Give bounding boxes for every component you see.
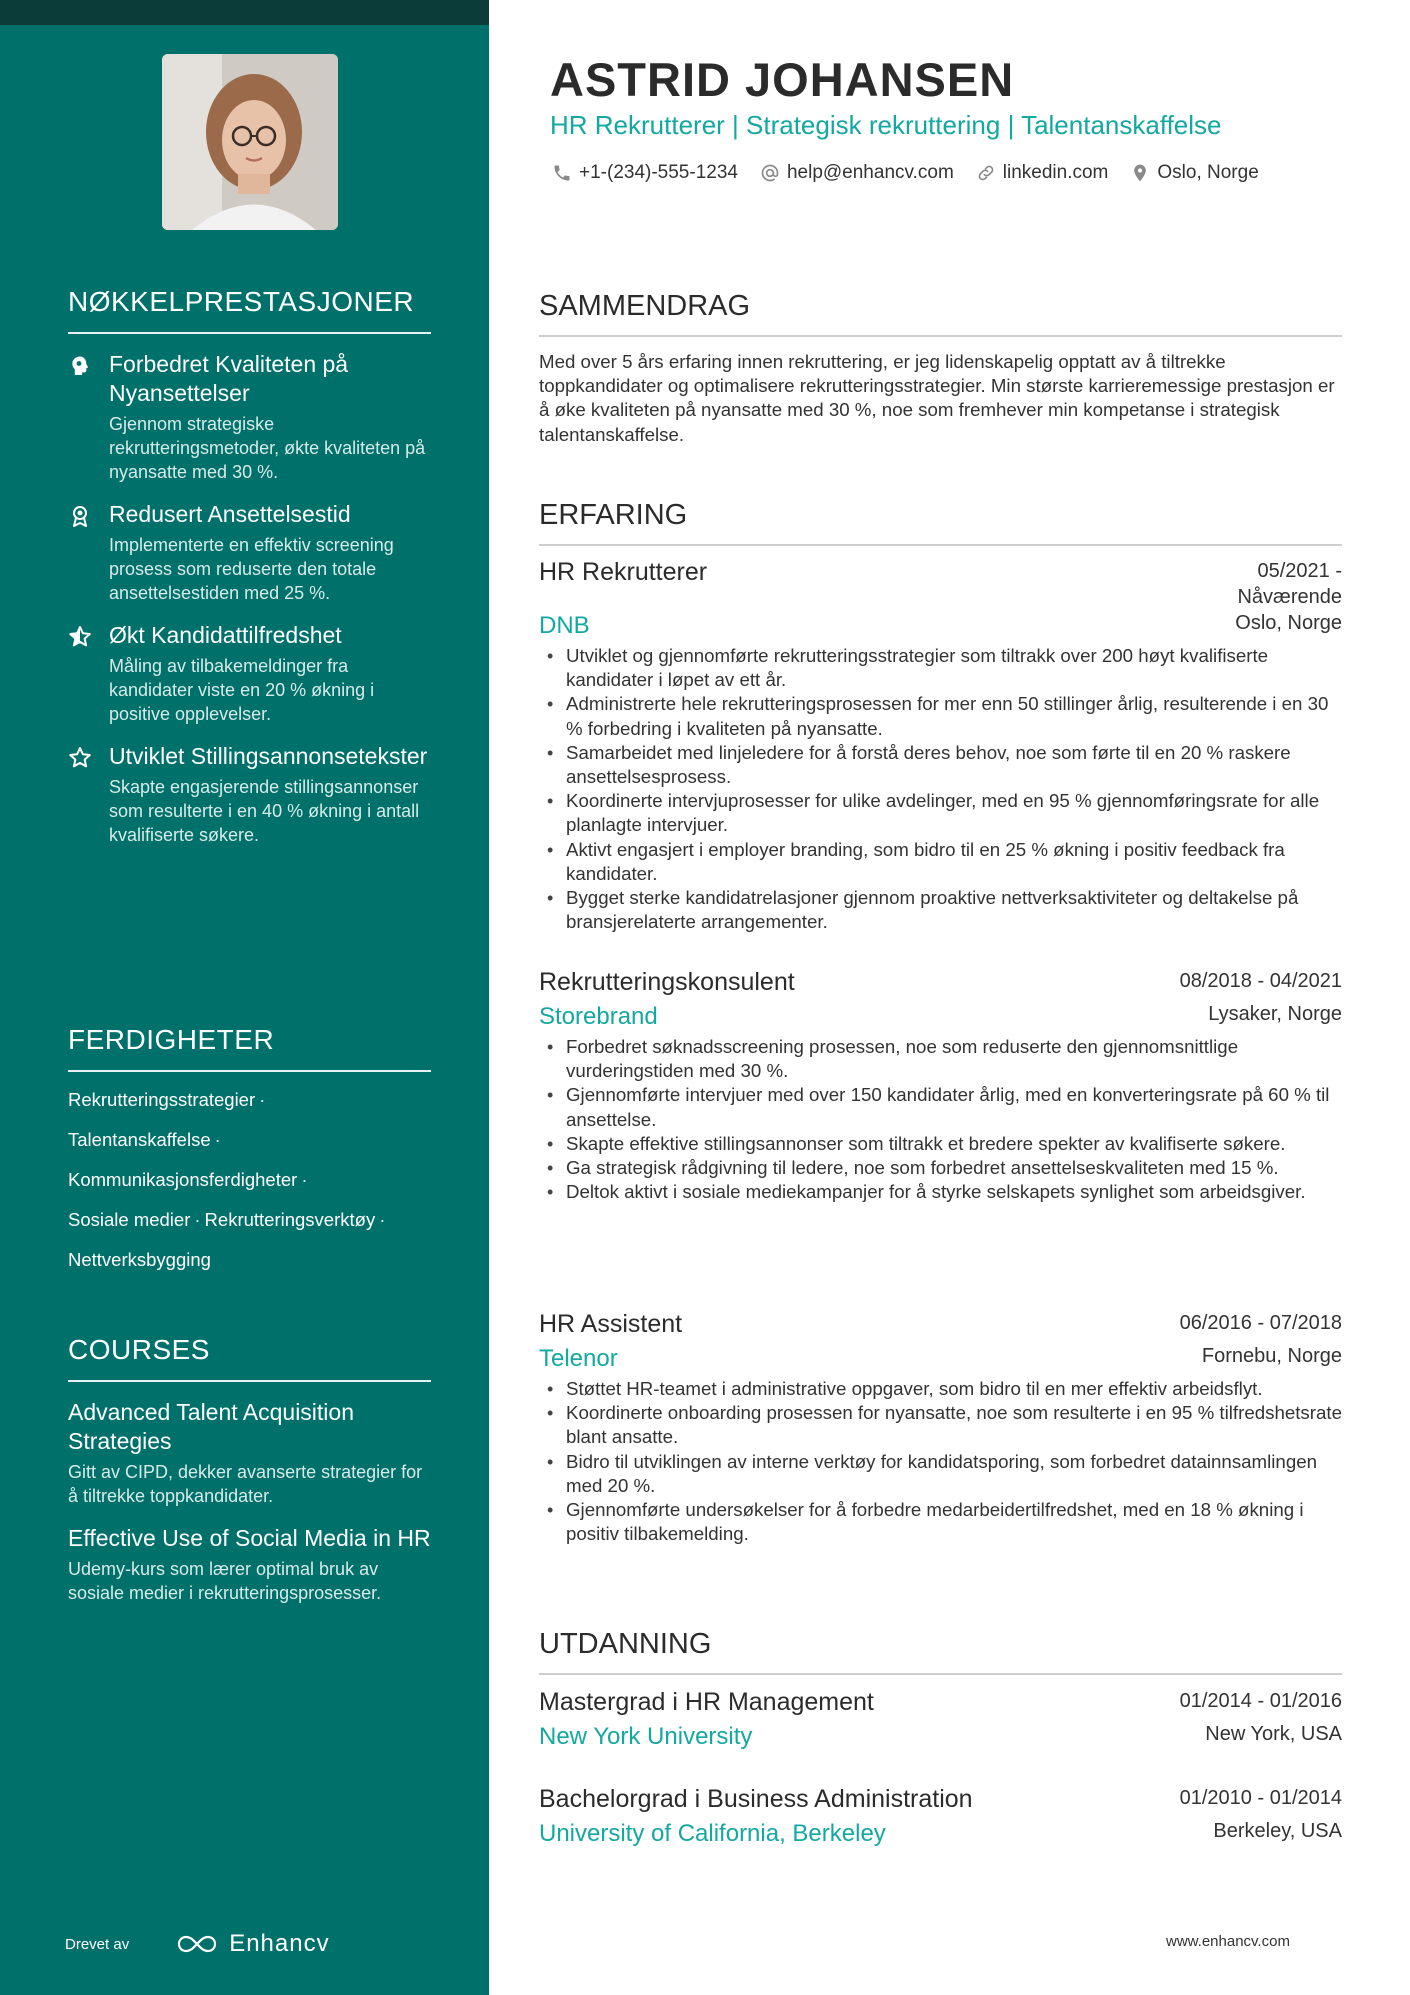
job-bullet: • Utviklet og gjennomførte rekrutteringsstrategier som tiltrakk over 200 høyt kvalifiserte kandidater i løpet av ett år.: [539, 644, 1342, 692]
job-company: DNB: [539, 612, 590, 639]
summary-text: Med over 5 års erfaring innen rekruttering, er jeg lidenskapelig opptatt av å tiltrekke toppkandidater og optimalisere rekrutteringsstrategier. Min største karrieremessige prestasjon er å øke kvaliteten på nyansatte med 30 %, noe som fremhever min kompetanse i strategisk talentanskaffelse.: [539, 351, 1335, 445]
achievement-item: [68, 350, 431, 484]
achievement-title: Redusert Ansettelsestid: [109, 501, 351, 527]
education-entry: [539, 1688, 1342, 1751]
email-text: help@enhancv.com: [786, 162, 954, 183]
education-school: University of California, Berkeley: [539, 1820, 886, 1847]
job-bullet: • Deltok aktivt i sosiale mediekampanjer for å styrke selskapets synlighet som arbeidsgiver.: [539, 1180, 1342, 1204]
experience-heading: ERFARING: [539, 499, 1342, 546]
job-bullet: • Samarbeidet med linjeledere for å forstå deres behov, noe som førte til en 20 % raskere ansettelsesprosess.: [539, 741, 1342, 789]
job-bullet: • Gjennomførte intervjuer med over 150 kandidater årlig, med en konverteringsrate på 60 % til ansettelse.: [539, 1083, 1342, 1131]
link-icon: [976, 163, 996, 183]
phone-icon: [552, 163, 572, 183]
job-bullet: • Administrerte hele rekrutteringsprosessen for mer enn 50 stillinger årlig, resulterende i en 30 % forbedring i kvaliteten på nyansatte.: [539, 692, 1342, 740]
contact-email[interactable]: [760, 162, 954, 184]
website-link[interactable]: www.enhancv.com: [1166, 1933, 1290, 1950]
education-school: New York University: [539, 1723, 753, 1750]
job-location: Oslo, Norge: [1235, 612, 1342, 634]
medal-icon: [68, 504, 92, 528]
at-icon: [760, 163, 780, 183]
achievement-desc: Skapte engasjerende stillingsannonser som resulterte i en 40 % økning i antall kvalifiserte søkere.: [109, 777, 420, 845]
achievement-title: Forbedret Kvaliteten på Nyansettelser: [109, 351, 349, 406]
achievement-item: [68, 742, 431, 847]
education-location: Berkeley, USA: [1213, 1820, 1342, 1842]
sidebar-top-bar: [0, 0, 489, 25]
contact-location: [1130, 162, 1258, 184]
job-entry: [539, 968, 1342, 1204]
education-entry: [539, 1785, 1342, 1848]
education-dates: 01/2010 - 01/2014: [1179, 1787, 1342, 1809]
achievement-desc: Måling av tilbakemeldinger fra kandidater viste en 20 % økning i positive opplevelser.: [109, 656, 375, 724]
skill-item: Rekrutteringsverktøy: [204, 1209, 376, 1230]
job-bullets: [539, 1035, 1342, 1204]
skill-item: Rekrutteringsstrategier: [68, 1089, 256, 1110]
achievement-desc: Gjennom strategiske rekrutteringsmetoder, økte kvaliteten på nyansatte med 30 %.: [109, 414, 426, 482]
achievement-desc: Implementerte en effektiv screening prosess som reduserte den totale ansettelsestiden med 25 %.: [109, 535, 394, 603]
job-entry: [539, 558, 1342, 934]
star-outline-icon: [68, 746, 92, 770]
courses-heading: COURSES: [68, 1334, 431, 1382]
phone-text: +1-(234)-555-1234: [579, 162, 738, 183]
job-bullet: • Forbedret søknadsscreening prosessen, noe som reduserte den gjennomsnittlige vurderingstiden med 30 %.: [539, 1035, 1342, 1083]
education-degree: Bachelorgrad i Business Administration: [539, 1785, 973, 1813]
candidate-name: ASTRID JOHANSEN: [550, 53, 1015, 106]
course-item: [68, 1398, 431, 1508]
education-dates: 01/2014 - 01/2016: [1179, 1690, 1342, 1712]
skill-item: Talentanskaffelse: [68, 1129, 211, 1150]
head-icon: [68, 354, 92, 378]
contact-bar: [552, 162, 1281, 184]
courses-section: [68, 1334, 431, 1605]
location-pin-icon: [1130, 163, 1150, 183]
skill-item: Nettverksbygging: [68, 1249, 211, 1270]
course-desc: Gitt av CIPD, dekker avanserte strategier for å tiltrekke toppkandidater.: [68, 1462, 423, 1506]
achievements-heading: NØKKELPRESTASJONER: [68, 286, 431, 334]
job-bullet: • Bygget sterke kandidatrelasjoner gjennom proaktive nettverksaktiviteter og deltakelse på bransjerelaterte arrangementer.: [539, 886, 1342, 934]
enhancv-logo[interactable]: [175, 1930, 329, 1958]
job-dates: 06/2016 - 07/2018: [1179, 1312, 1342, 1334]
job-location: Lysaker, Norge: [1208, 1003, 1342, 1025]
powered-by-label: Drevet av: [65, 1935, 130, 1953]
candidate-headline: HR Rekrutterer | Strategisk rekruttering | Talentanskaffelse: [550, 110, 1222, 140]
job-bullet: • Gjennomførte undersøkelser for å forbedre medarbeidertilfredshet, med en 18 % økning i positiv tilbakemelding.: [539, 1498, 1342, 1546]
contact-phone[interactable]: [552, 162, 738, 184]
job-bullet: • Ga strategisk rådgivning til ledere, noe som forbedret ansettelseskvaliteten med 15 %.: [539, 1156, 1342, 1180]
course-title: Advanced Talent Acquisition Strategies: [68, 1399, 354, 1454]
job-bullet: • Aktivt engasjert i employer branding, som bidro til en 25 % økning i positiv feedback fra kandidater.: [539, 838, 1342, 886]
job-bullet: • Skapte effektive stillingsannonser som tiltrakk et bredere spekter av kvalifiserte søkere.: [539, 1132, 1342, 1156]
skill-item: Sosiale medier: [68, 1209, 191, 1230]
achievements-section: [68, 286, 431, 847]
job-dates: 05/2021 - Nåværende: [1237, 560, 1342, 608]
skills-heading: FERDIGHETER: [68, 1024, 431, 1072]
course-title: Effective Use of Social Media in HR: [68, 1525, 431, 1551]
achievement-item: [68, 621, 431, 726]
skills-section: [68, 1024, 431, 1272]
course-item: [68, 1524, 431, 1605]
summary-heading: SAMMENDRAG: [539, 290, 1342, 337]
achievement-title: Utviklet Stillingsannonsetekster: [109, 743, 428, 769]
achievement-item: [68, 500, 431, 605]
job-bullets: [539, 1377, 1342, 1546]
skills-list: Rekrutteringsstrategier · Talentanskaffelse · Kommunikasjonsferdigheter · Sosiale medier · Rekrutteringsverktøy · Nettverksbygging: [68, 1089, 386, 1270]
powered-by: [65, 1930, 330, 1958]
job-role: Rekrutteringskonsulent: [539, 968, 795, 996]
job-dates: 08/2018 - 04/2021: [1179, 970, 1342, 992]
job-bullet: • Koordinerte onboarding prosessen for nyansatte, noe som resulterte i en 95 % tilfredshetsrate blant ansatte.: [539, 1401, 1342, 1449]
brand-name: Enhancv: [229, 1930, 330, 1957]
linkedin-text: linkedin.com: [1002, 162, 1109, 183]
job-company: Storebrand: [539, 1003, 658, 1030]
job-bullets: [539, 644, 1342, 934]
infinity-logo-icon: [175, 1933, 219, 1955]
job-entry: [539, 1310, 1342, 1546]
sidebar: [0, 0, 489, 1995]
contact-linkedin[interactable]: [976, 162, 1109, 184]
course-desc: Udemy-kurs som lærer optimal bruk av sosiale medier i rekrutteringsprosesser.: [68, 1559, 382, 1603]
profile-photo: [162, 54, 338, 230]
star-half-icon: [68, 625, 92, 649]
job-company: Telenor: [539, 1345, 618, 1372]
education-heading: UTDANNING: [539, 1628, 1342, 1675]
job-bullet: • Koordinerte intervjuprosesser for ulike avdelinger, med en 95 % gjennomføringsrate for alle planlagte intervjuer.: [539, 789, 1342, 837]
job-bullet: • Støttet HR-teamet i administrative oppgaver, som bidro til en mer effektiv arbeidsflyt.: [539, 1377, 1342, 1401]
skill-item: Kommunikasjonsferdigheter: [68, 1169, 298, 1190]
achievement-title: Økt Kandidattilfredshet: [109, 622, 342, 648]
job-bullet: • Bidro til utviklingen av interne verktøy for kandidatsporing, som forbedret datainnsamlingen med 20 %.: [539, 1450, 1342, 1498]
job-role: HR Assistent: [539, 1310, 683, 1338]
location-text: Oslo, Norge: [1157, 162, 1259, 183]
job-role: HR Rekrutterer: [539, 558, 708, 586]
job-location: Fornebu, Norge: [1201, 1345, 1342, 1367]
education-degree: Mastergrad i HR Management: [539, 1688, 874, 1716]
education-location: New York, USA: [1205, 1723, 1342, 1745]
